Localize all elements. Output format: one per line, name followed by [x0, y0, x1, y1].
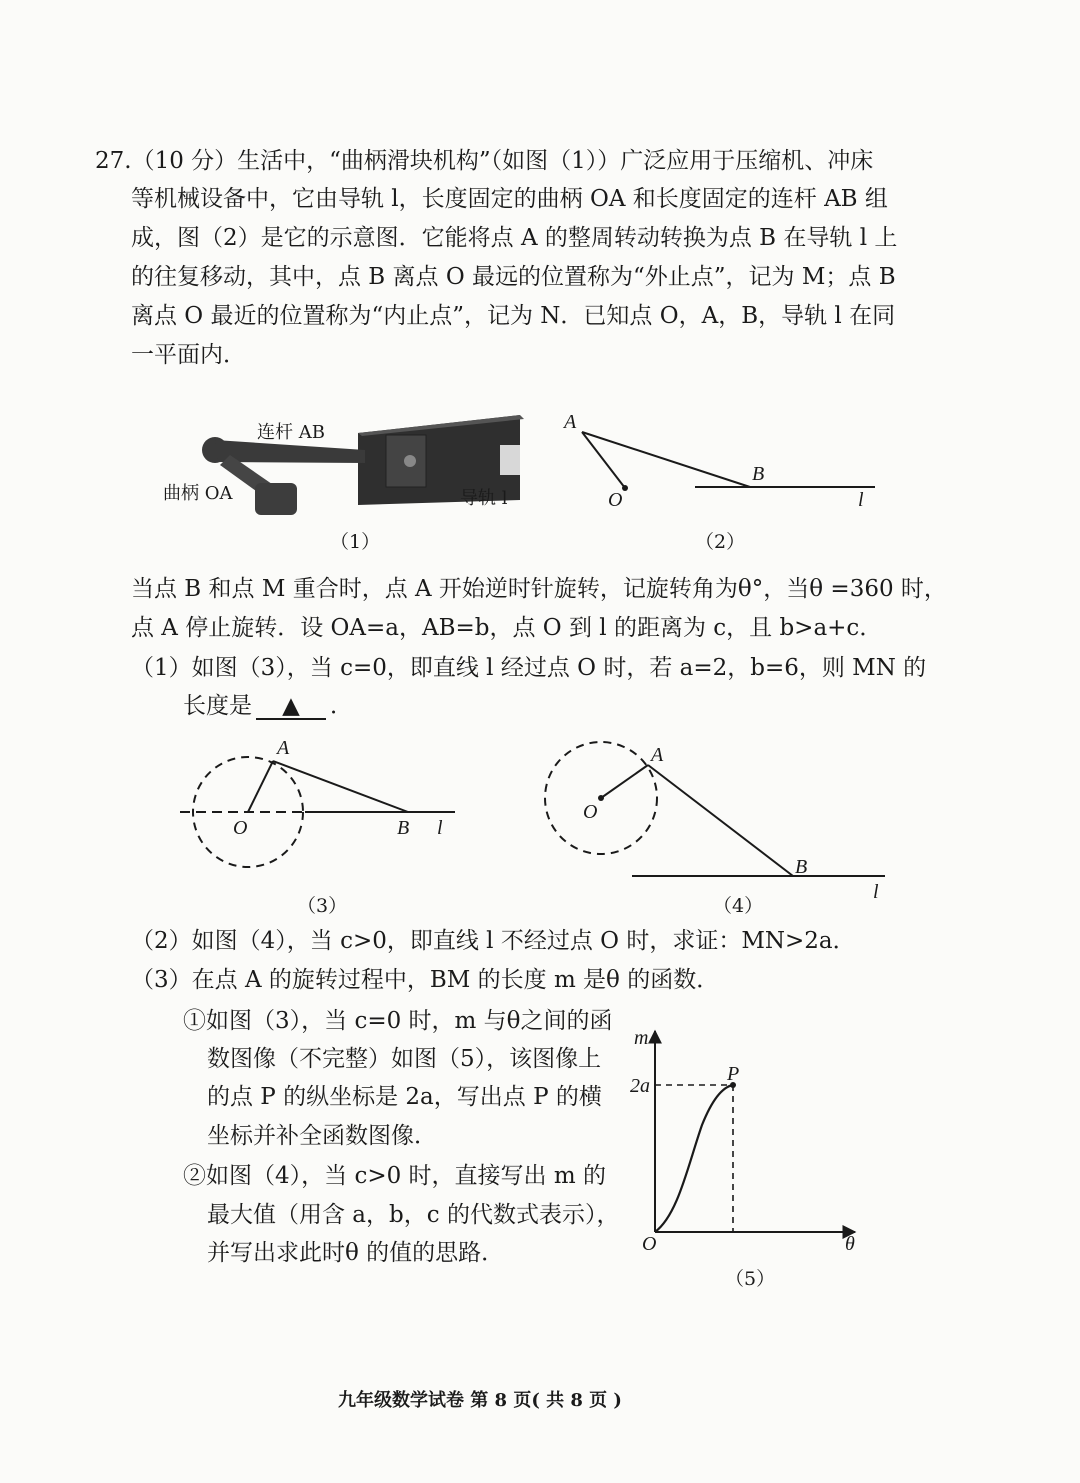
fig1-caption: （1） — [330, 531, 381, 553]
fig3-label-l: l — [437, 817, 443, 839]
problem-line-4: 的往复移动，其中，点 B 离点 O 最远的位置称为“外止点”，记为 M；点 B — [131, 264, 896, 290]
part3-line: （3）在点 A 的旋转过程中，BM 的长度 m 是θ 的函数． — [131, 967, 720, 993]
part1-prefix: 长度是 — [183, 693, 252, 719]
fig5-label-o: O — [642, 1233, 657, 1255]
part3-sub2-line-2: 最大值（用含 a，b，c 的代数式表示）， — [207, 1202, 620, 1228]
fig4-caption: （4） — [713, 895, 764, 917]
problem-line-2: 等机械设备中，它由导轨 l，长度固定的曲柄 OA 和长度固定的连杆 AB 组 — [131, 186, 888, 212]
page-footer: 九年级数学试卷 第 8 页( 共 8 页 ) — [338, 1390, 622, 1411]
part3-sub1-line-2: 数图像（不完整）如图（5），该图像上 — [207, 1046, 602, 1072]
fig2-label-o: O — [608, 489, 623, 511]
fig4-label-a: A — [651, 744, 664, 766]
problem-line-6: 一平面内． — [131, 342, 246, 368]
fig4-label-b: B — [795, 856, 808, 878]
part1-line-1: （1）如图（3），当 c=0，即直线 l 经过点 O 时，若 a=2，b=6，则 MN 的 — [131, 655, 927, 681]
fig1-label-ab: 连杆 AB — [257, 422, 325, 443]
fig1-label-l: 导轨 l — [460, 488, 508, 509]
figure-3-diagram — [175, 735, 465, 865]
fig2-label-l: l — [858, 489, 864, 511]
part3-sub1-line-1: ①如图（3），当 c=0 时，m 与θ之间的函 — [183, 1008, 613, 1034]
part3-sub1-line-3: 的点 P 的纵坐标是 2a，写出点 P 的横 — [207, 1084, 602, 1110]
fig5-label-m: m — [634, 1027, 649, 1049]
part3-sub1-line-4: 坐标并补全函数图像． — [207, 1123, 437, 1149]
part3-sub2-line-3: 并写出求此时θ 的值的思路． — [207, 1240, 505, 1266]
fig3-label-o: O — [233, 817, 248, 839]
fig2-caption: （2） — [695, 531, 746, 553]
part1-suffix: ． — [330, 693, 353, 719]
fig1-label-oa: 曲柄 OA — [163, 483, 233, 504]
figure-5-graph — [630, 1025, 870, 1255]
fig3-caption: （3） — [297, 895, 348, 917]
conditions-line-1: 当点 B 和点 M 重合时，点 A 开始逆时针旋转，记旋转角为θ°，当θ =360 时， — [131, 576, 947, 602]
answer-blank[interactable]: ▲ — [256, 695, 326, 720]
function-curve — [655, 1085, 733, 1232]
fig2-label-b: B — [752, 463, 765, 485]
part1-line-2 — [183, 695, 353, 720]
problem-line-1: 27.（10 分）生活中，“曲柄滑块机构”（如图（1））广泛应用于压缩机、冲床 — [95, 148, 874, 174]
problem-line-3: 成，图（2）是它的示意图．它能将点 A 的整周转动转换为点 B 在导轨 l 上 — [131, 225, 898, 251]
part2-line: （2）如图（4），当 c>0，即直线 l 不经过点 O 时，求证：MN>2a． — [131, 928, 856, 954]
fig5-label-theta: θ — [845, 1233, 855, 1255]
fig3-label-b: B — [397, 817, 410, 839]
fig4-label-o: O — [583, 801, 598, 823]
conditions-line-2: 点 A 停止旋转．设 OA=a，AB=b，点 O 到 l 的距离为 c，且 b>a+c． — [131, 615, 883, 641]
fig2-label-a: A — [564, 411, 577, 433]
fig5-label-2a: 2a — [630, 1075, 650, 1097]
fig5-caption: （5） — [725, 1268, 776, 1290]
fig4-label-l: l — [873, 881, 879, 903]
fig5-label-p: P — [727, 1063, 740, 1085]
problem-line-5: 离点 O 最近的位置称为“内止点”，记为 N．已知点 O，A，B，导轨 l 在同 — [131, 303, 896, 329]
fig3-label-a: A — [277, 737, 290, 759]
part3-sub2-line-1: ②如图（4），当 c>0 时，直接写出 m 的 — [183, 1163, 606, 1189]
